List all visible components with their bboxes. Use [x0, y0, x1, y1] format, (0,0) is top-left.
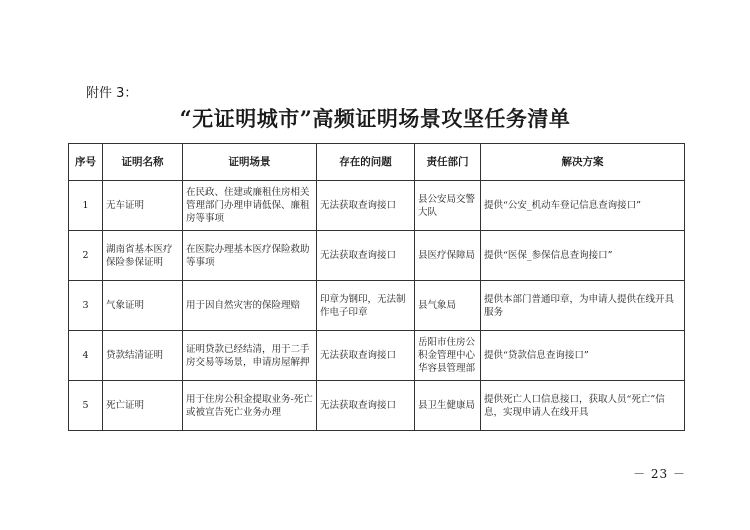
cell-department: 县公安局交警大队 [415, 181, 481, 231]
cell-seq: 5 [69, 381, 103, 431]
document-title: “无证明城市”高频证明场景攻坚任务清单 [179, 106, 571, 131]
cell-problem: 无法获取查询接口 [317, 331, 415, 381]
header-solution: 解决方案 [481, 144, 685, 181]
cell-problem: 无法获取查询接口 [317, 231, 415, 281]
cell-solution: 提供“贷款信息查询接口” [481, 331, 685, 381]
attachment-label: 附件 3： [86, 86, 138, 101]
task-table [68, 143, 685, 431]
cell-cert-name: 贷款结清证明 [103, 331, 183, 381]
table-row [69, 331, 685, 381]
cell-department: 县卫生健康局 [415, 381, 481, 431]
cell-scenario: 在民政、住建或廉租住房相关管理部门办理申请低保、廉租房等事项 [183, 181, 317, 231]
cell-solution: 提供“医保_参保信息查询接口” [481, 231, 685, 281]
page-number: － 23 － [633, 467, 686, 481]
cell-scenario: 证明贷款已经结清，用于二手房交易等场景，申请房屋解押 [183, 331, 317, 381]
table-row [69, 231, 685, 281]
cell-seq: 3 [69, 281, 103, 331]
cell-department: 岳阳市住房公积金管理中心华容县管理部 [415, 331, 481, 381]
cell-solution: 提供本部门普通印章，为申请人提供在线开具服务 [481, 281, 685, 331]
header-department: 责任部门 [415, 144, 481, 181]
header-problem: 存在的问题 [317, 144, 415, 181]
cell-problem: 无法获取查询接口 [317, 181, 415, 231]
table-row [69, 381, 685, 431]
cell-seq: 2 [69, 231, 103, 281]
cell-cert-name: 死亡证明 [103, 381, 183, 431]
header-scenario: 证明场景 [183, 144, 317, 181]
cell-department: 县医疗保障局 [415, 231, 481, 281]
table-header-row [69, 144, 685, 181]
cell-seq: 4 [69, 331, 103, 381]
header-seq: 序号 [69, 144, 103, 181]
cell-cert-name: 无车证明 [103, 181, 183, 231]
cell-seq: 1 [69, 181, 103, 231]
cell-scenario: 用于住房公积金提取业务-死亡或被宣告死亡业务办理 [183, 381, 317, 431]
cell-problem: 印章为钢印，无法制作电子印章 [317, 281, 415, 331]
cell-problem: 无法获取查询接口 [317, 381, 415, 431]
cell-cert-name: 湖南省基本医疗保险参保证明 [103, 231, 183, 281]
cell-cert-name: 气象证明 [103, 281, 183, 331]
cell-solution: 提供“公安_机动车登记信息查询接口” [481, 181, 685, 231]
cell-scenario: 用于因自然灾害的保险理赔 [183, 281, 317, 331]
cell-scenario: 在医院办理基本医疗保险救助等事项 [183, 231, 317, 281]
header-cert-name: 证明名称 [103, 144, 183, 181]
table-row [69, 181, 685, 231]
cell-department: 县气象局 [415, 281, 481, 331]
cell-solution: 提供死亡人口信息接口，获取人员“死亡”信息，实现申请人在线开具 [481, 381, 685, 431]
table-row [69, 281, 685, 331]
